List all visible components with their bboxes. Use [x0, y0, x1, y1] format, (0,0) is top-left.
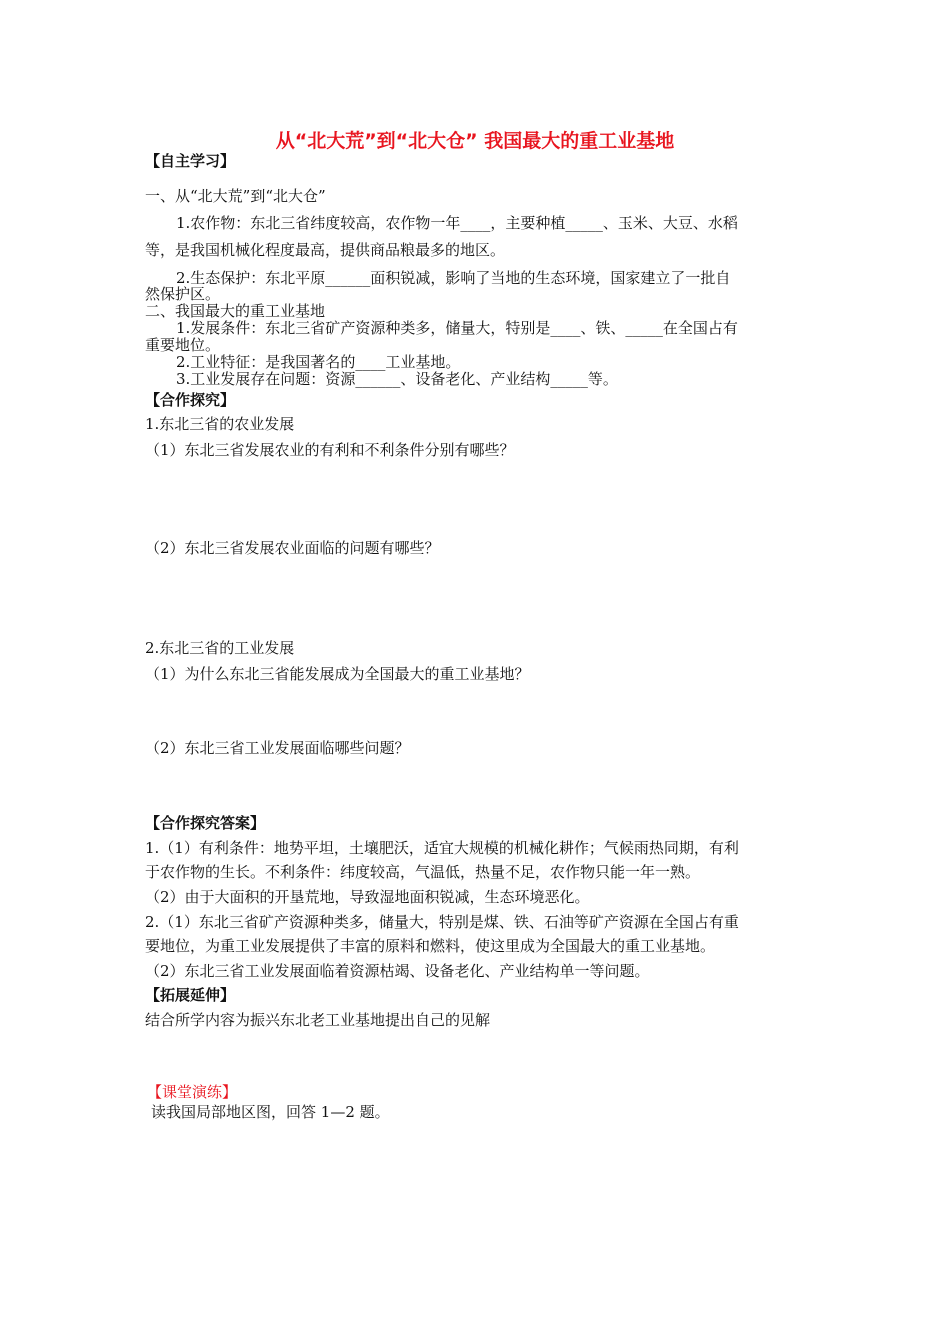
question2-title: 2.东北三省的工业发展: [145, 639, 295, 657]
question1-part1: （1）东北三省发展农业的有利和不利条件分别有哪些？: [145, 441, 515, 459]
heading-answers: 【合作探究答案】: [145, 814, 266, 832]
paragraph-crops-line1: 1.农作物：东北三省纬度较高，农作物一年____，主要种植_____、玉米、大豆、水稻: [176, 214, 738, 232]
paragraph-ecology-line1: 2.生态保护：东北平原______面积锐减，影响了当地的生态环境，国家建立了一批自: [176, 269, 731, 287]
answer2-part2: （2）东北三省工业发展面临着资源枯竭、设备老化、产业结构单一等问题。: [145, 962, 650, 980]
question2-part1: （1）为什么东北三省能发展成为全国最大的重工业基地？: [145, 665, 530, 683]
heading-cooperative-inquiry: 【合作探究】: [145, 391, 236, 409]
answer1-line1: 1.（1）有利条件：地势平坦，土壤肥沃，适宜大规模的机械化耕作；气候雨热同期，有利: [145, 839, 739, 857]
practice-text: 读我国局部地区图，回答 1—2 题。: [151, 1103, 390, 1121]
paragraph-conditions-line1: 1.发展条件：东北三省矿产资源种类多，储量大，特别是____、铁、_____在全国占有: [176, 319, 738, 337]
heading-practice: 【课堂演练】: [147, 1083, 238, 1101]
page-title: 从“北大荒”到“北大仓” 我国最大的重工业基地: [275, 130, 675, 152]
answer2-line1: 2.（1）东北三省矿产资源种类多，储量大，特别是煤、铁、石油等矿产资源在全国占有重: [145, 913, 739, 931]
question1-part2: （2）东北三省发展农业面临的问题有哪些？: [145, 539, 440, 557]
answer1-part2: （2）由于大面积的开垦荒地，导致湿地面积锐减，生态环境恶化。: [145, 888, 590, 906]
paragraph-industry-problems: 3.工业发展存在问题：资源______、设备老化、产业结构_____等。: [176, 370, 618, 388]
question2-part2: （2）东北三省工业发展面临哪些问题？: [145, 739, 410, 757]
question1-title: 1.东北三省的农业发展: [145, 415, 295, 433]
answer2-line2: 要地位，为重工业发展提供了丰富的原料和燃料，使这里成为全国最大的重工业基地。: [145, 937, 716, 955]
paragraph-crops-line2: 等，是我国机械化程度最高，提供商品粮最多的地区。: [145, 241, 506, 259]
heading-extension: 【拓展延伸】: [145, 986, 236, 1004]
paragraph-ecology-line2: 然保护区。: [145, 285, 221, 303]
part1-title: 一、从“北大荒”到“北大仓”: [145, 187, 326, 205]
paragraph-industry-feature: 2.工业特征：是我国著名的____工业基地。: [176, 353, 461, 371]
extension-text: 结合所学内容为振兴东北老工业基地提出自己的见解: [145, 1011, 491, 1029]
heading-self-study: 【自主学习】: [145, 152, 236, 170]
answer1-line2: 于农作物的生长。不利条件：纬度较高，气温低，热量不足，农作物只能一年一熟。: [145, 863, 701, 881]
paragraph-conditions-line2: 重要地位。: [145, 336, 221, 354]
part2-title: 二、我国最大的重工业基地: [145, 302, 326, 320]
